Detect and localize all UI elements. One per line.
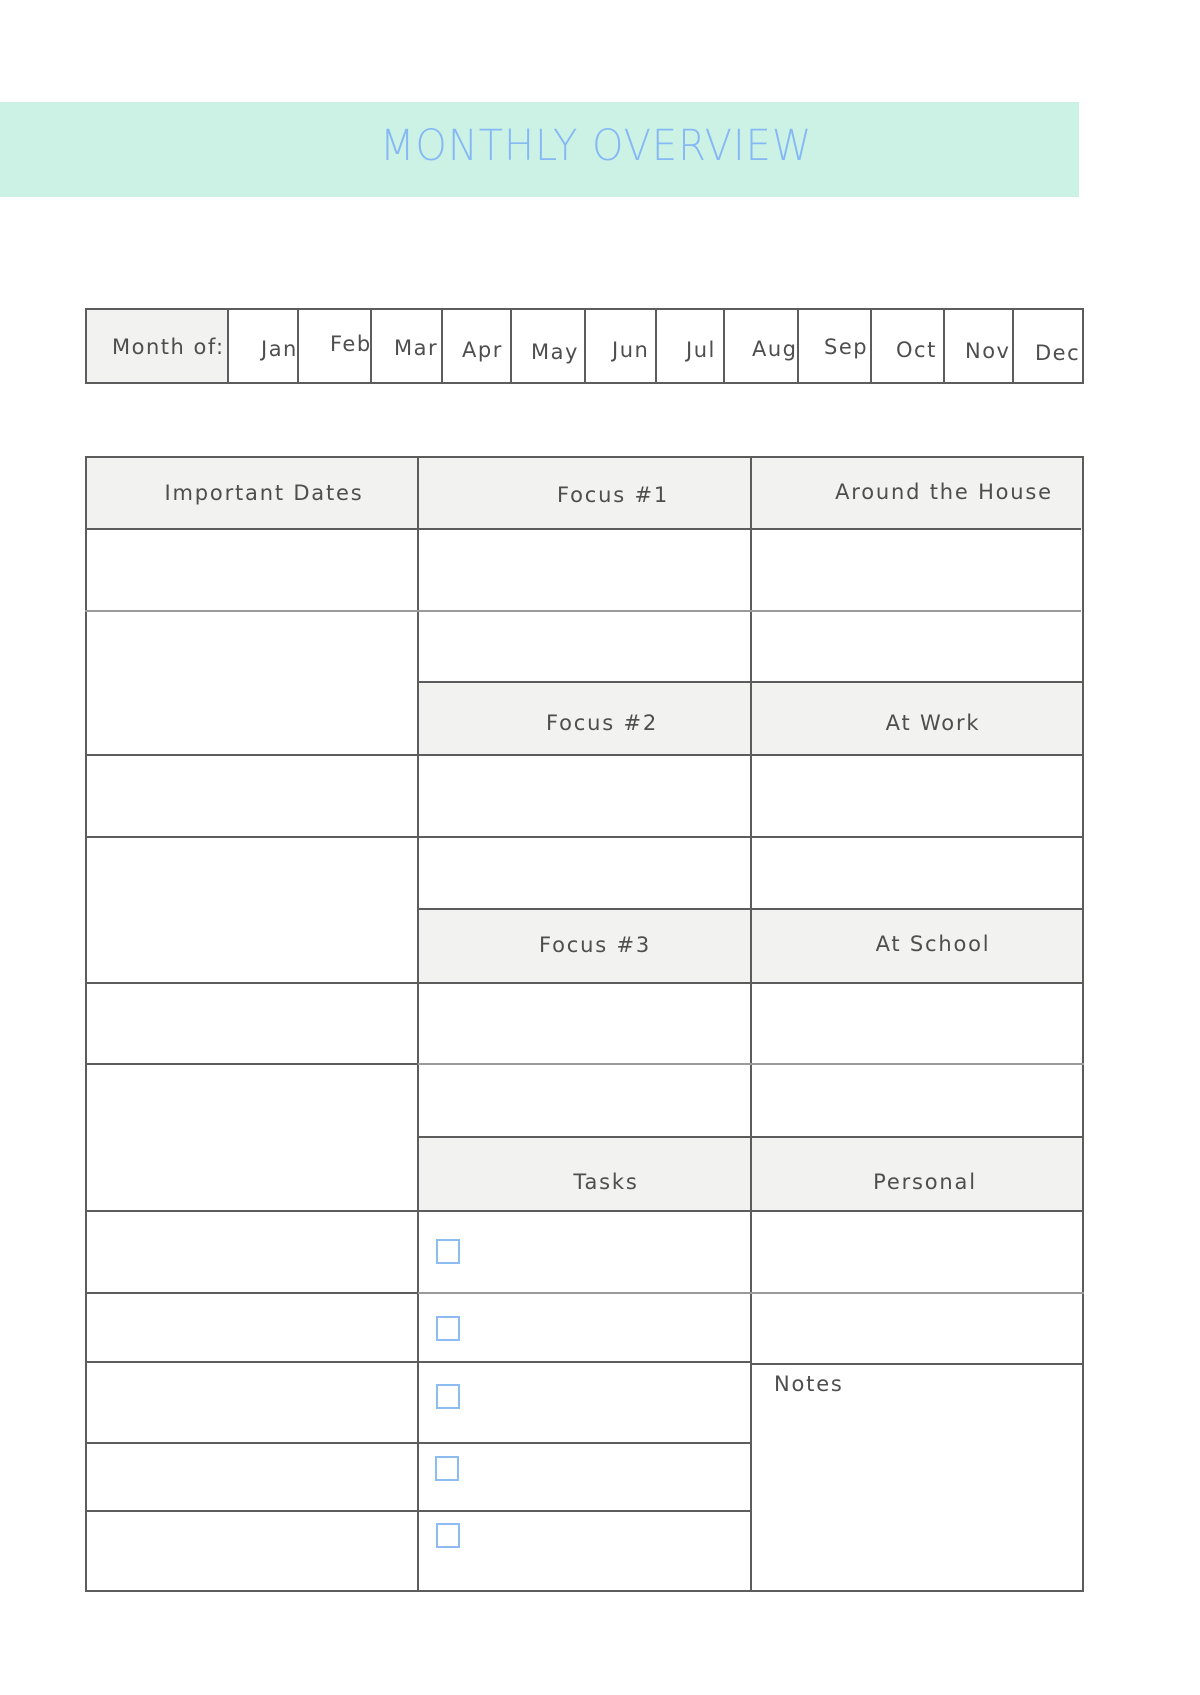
row-line (751, 908, 1084, 910)
notes-label: Notes (774, 1372, 844, 1396)
row-line (85, 754, 418, 756)
row-line (418, 836, 751, 838)
row-line (418, 1510, 751, 1512)
row-line (751, 1210, 1084, 1212)
around-the-house-label: Around the House (835, 480, 1053, 504)
row-line (751, 836, 1084, 838)
important-dates-label: Important Dates (164, 481, 364, 505)
month-option-jul[interactable]: Jul (686, 338, 716, 362)
month-option-sep[interactable]: Sep (824, 335, 869, 359)
row-line (418, 528, 751, 530)
month-option-jun[interactable]: Jun (612, 338, 650, 362)
month-option-feb[interactable]: Feb (330, 332, 372, 356)
row-line (418, 1442, 751, 1444)
row-line (418, 681, 751, 683)
row-line (418, 1361, 751, 1363)
row-line (418, 754, 751, 756)
month-option-mar[interactable]: Mar (394, 336, 439, 360)
row-line (85, 610, 418, 612)
divider (441, 308, 443, 384)
divider (584, 308, 586, 384)
row-line (751, 681, 1084, 683)
focus-3-label: Focus #3 (538, 933, 652, 957)
month-option-apr[interactable]: Apr (462, 338, 503, 362)
page-title: MONTHLY OVERVIEW (380, 121, 813, 171)
task-checkbox-4[interactable] (435, 1456, 459, 1481)
row-line (85, 1063, 418, 1065)
divider (870, 308, 872, 384)
row-line (85, 836, 418, 838)
column-divider (750, 456, 752, 1592)
divider (227, 308, 229, 384)
month-option-aug[interactable]: Aug (752, 337, 798, 361)
month-option-nov[interactable]: Nov (965, 339, 1011, 363)
row-line (418, 1210, 751, 1212)
column-divider (417, 456, 419, 1592)
month-option-dec[interactable]: Dec (1035, 341, 1081, 365)
tasks-label: Tasks (573, 1170, 639, 1194)
row-line (85, 982, 418, 984)
row-line (85, 1210, 418, 1212)
divider (723, 308, 725, 384)
divider (1012, 308, 1014, 384)
month-option-oct[interactable]: Oct (896, 338, 937, 362)
task-checkbox-2[interactable] (436, 1316, 460, 1341)
task-checkbox-5[interactable] (436, 1523, 460, 1548)
focus-1-label: Focus #1 (556, 483, 670, 507)
overview-table (85, 456, 1084, 1592)
at-school-label: At School (875, 932, 991, 956)
row-line (751, 610, 1081, 612)
divider (510, 308, 512, 384)
month-of-label: Month of: (112, 335, 225, 359)
row-line (751, 1136, 1084, 1138)
row-line (418, 1136, 751, 1138)
row-line (418, 610, 751, 612)
row-line (418, 982, 751, 984)
row-line (751, 982, 1084, 984)
row-line (751, 1292, 1084, 1294)
row-line (751, 1363, 1084, 1365)
focus-2-label: Focus #2 (545, 711, 659, 735)
row-line (418, 1292, 751, 1294)
row-line (85, 1292, 418, 1294)
row-line (751, 528, 1081, 530)
row-line (85, 1442, 418, 1444)
month-option-jan[interactable]: Jan (261, 337, 298, 361)
divider (943, 308, 945, 384)
row-line (85, 528, 418, 530)
task-checkbox-1[interactable] (436, 1239, 460, 1264)
divider (655, 308, 657, 384)
personal-label: Personal (873, 1170, 977, 1194)
row-line (751, 1063, 1084, 1065)
row-line (85, 1361, 418, 1363)
month-option-may[interactable]: May (531, 340, 579, 364)
at-work-label: At Work (885, 711, 981, 735)
row-line (418, 1063, 751, 1065)
task-checkbox-3[interactable] (436, 1384, 460, 1409)
row-line (85, 1510, 418, 1512)
row-line (751, 754, 1084, 756)
row-line (418, 908, 751, 910)
